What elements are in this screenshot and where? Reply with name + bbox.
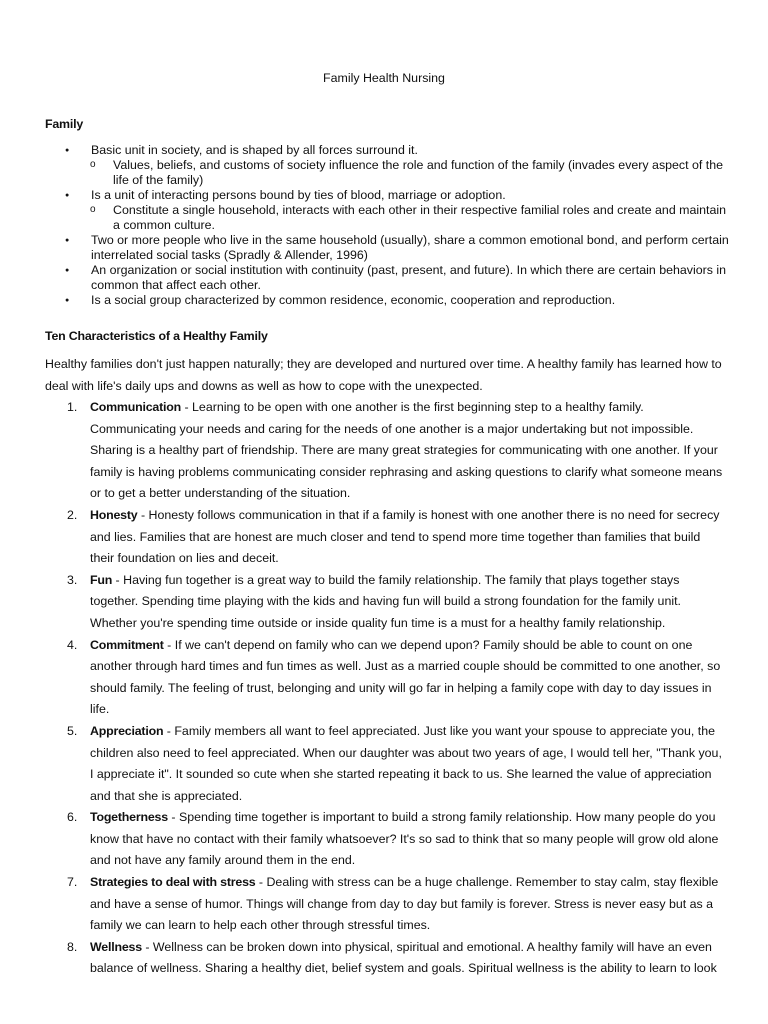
item-number: 8. — [67, 939, 78, 954]
section-heading-family: Family — [45, 117, 84, 131]
item-text: - Family members all want to feel appreciated. Just like you want your spouse to appreciate you, the children also need to feel appreciated. When our daughter was about two years of age, I would tell her, "Thank you, I appreciate it". It sounded so cute when she started repeating it back to us. She learned the value of appreciation and that she is appreciated. — [90, 723, 722, 803]
item-term: Communication — [90, 400, 182, 414]
item-number: 5. — [67, 723, 78, 738]
list-item — [45, 872, 725, 937]
list-item — [45, 397, 725, 505]
bullet-item: ● Basic unit in society, and is shaped by all forces surround it. — [45, 143, 735, 158]
list-item — [45, 505, 725, 570]
intro-paragraph: Healthy families don't just happen naturally; they are developed and nurtured over time. A healthy family has learned how to deal with life's daily ups and downs as well as how to cope with the unexpected. — [45, 357, 722, 393]
item-number: 4. — [67, 637, 78, 652]
sub-bullet-item: o Constitute a single household, interacts with each other in their respective familial roles and create and maintain a common culture. — [45, 203, 735, 233]
list-item — [45, 937, 725, 980]
item-term: Fun — [90, 572, 113, 587]
bullet-item: ● Is a unit of interacting persons bound by ties of blood, marriage or adoption. — [45, 188, 735, 203]
item-number: 1. — [67, 400, 78, 414]
item-number: 6. — [67, 810, 78, 825]
item-term: Appreciation — [90, 723, 164, 738]
item-term: Togetherness — [90, 810, 168, 825]
item-term: Commitment — [90, 637, 164, 652]
item-term: Honesty — [90, 507, 138, 522]
characteristics-list — [45, 397, 725, 980]
item-term: Wellness — [90, 939, 142, 954]
item-text: - Honesty follows communication in that if a family is honest with one another there is no need for secrecy and lies. Families that are honest are much closer and tend to spend more time together than families that build their foundation on lies and deceit. — [90, 507, 720, 566]
bullet-item: ● An organization or social institution with continuity (past, present, and future). In which there are certain behaviors in common that affect each other. — [45, 263, 735, 293]
item-number: 3. — [67, 572, 78, 587]
family-bullet-list — [45, 143, 735, 308]
item-text: - If we can't depend on family who can we depend upon? Family should be able to count on one another through hard times and fun times as well. Just as a married couple should be committed to one another, so should family. The feeling of trust, belonging and unity will go far in helping a family cope with day to day issues in life. — [90, 637, 721, 717]
bullet-item: ● Two or more people who live in the same household (usually), share a common emotional bond, and perform certain interrelated social tasks (Spradly & Allender, 1996) — [45, 233, 735, 263]
list-item — [45, 721, 725, 807]
page-title: Family Health Nursing — [323, 71, 445, 85]
list-item — [45, 807, 725, 872]
item-text: - Wellness can be broken down into physical, spiritual and emotional. A healthy family will have an even balance of wellness. Sharing a healthy diet, belief system and goals. Spiritual wellness is the ability to learn to look — [90, 939, 717, 976]
item-text: - Having fun together is a great way to build the family relationship. The family that plays together stays together. Spending time playing with the kids and having fun will build a strong foundation for the family unit. Whether you're spending time outside or inside quality fun time is a must for a healthy family relationship. — [90, 572, 681, 630]
item-number: 2. — [67, 507, 78, 522]
item-text: - Dealing with stress can be a huge challenge. Remember to stay calm, stay flexible and have a sense of humor. Things will change from day to day but family is forever. Stress is never easy but as a family we can learn to help each other through stressful times. — [90, 875, 719, 933]
item-term: Strategies to deal with stress — [90, 875, 256, 890]
list-item — [45, 635, 725, 721]
sub-bullet-item: o Values, beliefs, and customs of society influence the role and function of the family (invades every aspect of the life of the family) — [45, 158, 735, 188]
section-heading-ten-characteristics: Ten Characteristics of a Healthy Family — [45, 329, 268, 343]
item-number: 7. — [67, 875, 78, 890]
bullet-item: ● Is a social group characterized by common residence, economic, cooperation and reproduction. — [45, 293, 735, 308]
item-text: - Learning to be open with one another is the first beginning step to a healthy family. Communicating your needs and caring for the needs of one another is a major undertaking but not impossible. Sharing is a healthy part of friendship. There are many great strategies for communicating with one another. If your family is having problems communicating consider rephrasing and asking questions to clarify what someone means or to get a better understanding of the situation. — [90, 400, 723, 501]
list-item — [45, 570, 725, 635]
item-text: - Spending time together is important to build a strong family relationship. How many people do you know that have no contact with their family whatsoever? It's so sad to think that so many people will grow old alone and not have any family around them in the end. — [90, 810, 719, 868]
